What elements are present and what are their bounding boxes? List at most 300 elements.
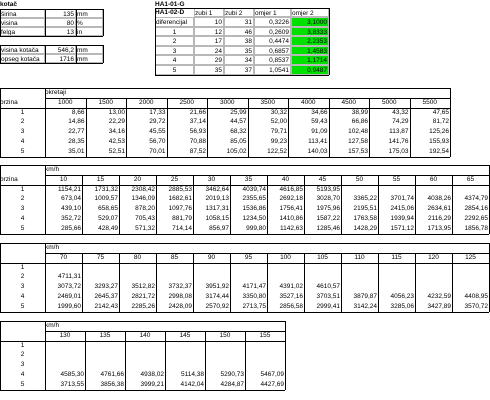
- kmh2-gear-label[interactable]: 4: [20, 293, 25, 300]
- kmh1-value[interactable]: 1713,95: [427, 224, 451, 232]
- kmh2-value[interactable]: [415, 282, 452, 292]
- kmh2-value[interactable]: 1999,60: [57, 302, 81, 310]
- kmh1-value[interactable]: 2854,16: [464, 205, 488, 213]
- kmh3-col-header[interactable]: 155: [259, 331, 271, 339]
- kmh1-col-header[interactable]: 35: [244, 175, 253, 183]
- kmh2-value[interactable]: 4391,02: [279, 283, 303, 291]
- kmh2-value[interactable]: [304, 263, 341, 273]
- kmh1-col-header[interactable]: 50: [355, 175, 364, 183]
- rpm_table-value[interactable]: 91,09: [311, 128, 328, 136]
- kmh2-value[interactable]: 4711,31: [57, 273, 81, 281]
- kmh1-value[interactable]: 2634,61: [427, 205, 451, 213]
- kmh1-value[interactable]: 1536,86: [242, 205, 266, 213]
- kmh1-row-header[interactable]: brzina: [0, 175, 18, 183]
- kmh2-value[interactable]: [378, 263, 415, 273]
- kmh3-value[interactable]: [125, 360, 165, 370]
- kmh3-value[interactable]: 3713,55: [60, 380, 84, 388]
- kmh3-value[interactable]: [45, 360, 85, 370]
- rpm_table-col-header[interactable]: 5500: [422, 98, 437, 106]
- gear-row-label[interactable]: 4: [155, 55, 194, 65]
- rpm_table-value[interactable]: 155,93: [429, 138, 449, 145]
- rpm_table-gear-label[interactable]: 2: [20, 118, 25, 126]
- rpm_table-value[interactable]: 87,52: [189, 147, 206, 155]
- kmh1-value[interactable]: 1234,50: [242, 215, 266, 222]
- kmh1-gear-label[interactable]: 3: [20, 205, 25, 213]
- kmh1-value[interactable]: 1285,46: [316, 224, 340, 232]
- gear-row-label[interactable]: 1: [155, 27, 194, 37]
- kmh2-value[interactable]: [82, 263, 119, 273]
- kmh2-value[interactable]: 3951,92: [205, 283, 229, 291]
- rpm_table-value[interactable]: 175,03: [388, 147, 409, 155]
- kmh2-value[interactable]: [341, 282, 378, 292]
- kmh1-gear-label[interactable]: 4: [20, 215, 25, 222]
- kmh3-col-header[interactable]: 135: [99, 331, 111, 339]
- kmh3-value[interactable]: [165, 341, 205, 351]
- gear-teeth-1[interactable]: 17: [194, 36, 224, 46]
- param-unit[interactable]: mm: [76, 54, 103, 63]
- kmh3-value[interactable]: 4284,87: [220, 380, 244, 388]
- kmh3-value[interactable]: 4427,69: [260, 380, 284, 388]
- rpm_table-gear-label[interactable]: 4: [20, 138, 25, 145]
- kmh3-value[interactable]: 4585,30: [60, 371, 84, 378]
- kmh1-value[interactable]: 1731,32: [94, 185, 118, 193]
- kmh2-gear-label[interactable]: 1: [20, 263, 25, 271]
- param-label[interactable]: visina kotača: [0, 45, 45, 54]
- kmh2-col-header[interactable]: 110: [354, 253, 365, 261]
- kmh1-value[interactable]: 2292,65: [464, 215, 488, 222]
- rpm_table-value[interactable]: 79,71: [270, 128, 287, 136]
- kmh1-value[interactable]: 285,66: [61, 224, 81, 232]
- rpm_table-value[interactable]: 35,01: [68, 147, 85, 155]
- rpm_table-title[interactable]: okretaji: [45, 89, 66, 96]
- kmh1-gear-label[interactable]: 5: [20, 224, 25, 232]
- params-title[interactable]: kotač: [0, 1, 17, 8]
- param-unit[interactable]: mm: [76, 45, 103, 54]
- param-value[interactable]: 546,2: [45, 45, 76, 54]
- rpm_table-gear-label[interactable]: 5: [20, 147, 25, 155]
- kmh3-value[interactable]: 4142,04: [180, 380, 204, 388]
- gear-row-label[interactable]: 2: [155, 36, 194, 46]
- kmh2-gear-label[interactable]: 2: [20, 273, 25, 281]
- kmh1-value[interactable]: 1682,61: [168, 195, 192, 203]
- kmh3-col-header[interactable]: 150: [219, 331, 231, 339]
- kmh1-col-header[interactable]: 45: [318, 175, 327, 183]
- param-label[interactable]: felga: [0, 27, 45, 36]
- gear-ratio-2[interactable]: 1,1714: [291, 55, 329, 65]
- gear-teeth-2[interactable]: 34: [224, 55, 254, 65]
- kmh2-value[interactable]: [193, 272, 230, 282]
- kmh1-value[interactable]: 2355,65: [242, 195, 266, 203]
- kmh3-gear-label[interactable]: 4: [20, 371, 25, 378]
- kmh2-value[interactable]: 2428,09: [168, 302, 192, 310]
- param-label[interactable]: opseg kotača: [0, 54, 45, 63]
- rpm_table-value[interactable]: 14,86: [68, 118, 85, 126]
- kmh1-value[interactable]: 1587,22: [316, 215, 340, 222]
- gear-ratio-1[interactable]: 0,6857: [254, 46, 291, 56]
- kmh1-value[interactable]: 4616,85: [279, 185, 303, 193]
- kmh1-value[interactable]: 1975,96: [316, 205, 340, 213]
- rpm_table-col-header[interactable]: 1000: [58, 98, 73, 106]
- kmh3-gear-label[interactable]: 5: [20, 380, 25, 388]
- kmh2-col-header[interactable]: 85: [170, 253, 179, 261]
- kmh1-value[interactable]: 571,32: [135, 224, 155, 232]
- kmh1-value[interactable]: 3462,64: [205, 185, 229, 193]
- kmh3-title[interactable]: km/h: [45, 322, 60, 329]
- kmh3-col-header[interactable]: 140: [139, 331, 151, 339]
- kmh2-value[interactable]: 3293,27: [94, 283, 118, 291]
- kmh2-value[interactable]: 3879,87: [353, 293, 377, 300]
- kmh2-value[interactable]: [193, 263, 230, 273]
- kmh2-value[interactable]: 4610,57: [316, 283, 340, 291]
- rpm_table-value[interactable]: 45,55: [149, 128, 166, 136]
- kmh1-value[interactable]: 1763,58: [353, 215, 377, 222]
- kmh2-value[interactable]: 2998,08: [168, 293, 192, 300]
- rpm_table-value[interactable]: 42,53: [108, 138, 125, 145]
- kmh3-value[interactable]: 5290,73: [220, 371, 244, 378]
- kmh1-col-header[interactable]: 60: [429, 175, 438, 183]
- kmh2-value[interactable]: 2469,01: [57, 293, 81, 300]
- kmh2-value[interactable]: [156, 263, 193, 273]
- kmh3-col-header[interactable]: 130: [59, 331, 71, 339]
- rpm_table-value[interactable]: 127,58: [348, 138, 368, 145]
- kmh2-value[interactable]: 4232,59: [427, 293, 451, 300]
- rpm_table-value[interactable]: 81,72: [432, 118, 449, 126]
- rpm_table-value[interactable]: 17,33: [149, 108, 166, 116]
- kmh1-value[interactable]: 856,97: [209, 224, 229, 232]
- rpm_table-value[interactable]: 70,01: [149, 147, 166, 155]
- kmh1-value[interactable]: 4039,74: [242, 185, 266, 193]
- kmh2-value[interactable]: 2713,75: [242, 302, 266, 310]
- kmh1-value[interactable]: 352,72: [61, 215, 81, 222]
- rpm_table-value[interactable]: 74,29: [392, 118, 409, 126]
- kmh2-value[interactable]: [415, 263, 452, 273]
- kmh2-value[interactable]: 3350,80: [242, 293, 266, 300]
- rpm_table-value[interactable]: 122,52: [267, 147, 287, 155]
- kmh1-value[interactable]: 999,80: [246, 224, 266, 232]
- kmh3-value[interactable]: [205, 350, 245, 360]
- kmh1-value[interactable]: 2885,53: [168, 185, 192, 193]
- gear-teeth-1[interactable]: 35: [194, 65, 224, 75]
- gear-teeth-2[interactable]: 37: [224, 65, 254, 75]
- kmh2-value[interactable]: 2142,43: [94, 302, 118, 310]
- kmh1-value[interactable]: 1097,76: [168, 205, 192, 213]
- kmh2-value[interactable]: 3073,72: [57, 283, 81, 291]
- rpm_table-col-header[interactable]: 3500: [260, 98, 275, 106]
- kmh1-value[interactable]: 428,49: [98, 224, 118, 232]
- param-value[interactable]: 135: [45, 9, 76, 18]
- param-label[interactable]: visina: [0, 18, 45, 27]
- kmh1-value[interactable]: 3028,70: [316, 195, 340, 203]
- kmh2-value[interactable]: [304, 272, 341, 282]
- rpm_table-value[interactable]: 125,26: [429, 128, 449, 136]
- gear-model-2[interactable]: HA1-02-D: [155, 9, 185, 16]
- gear-teeth-1[interactable]: 12: [194, 27, 224, 37]
- kmh3-value[interactable]: 4761,66: [100, 371, 124, 378]
- kmh1-value[interactable]: 439,10: [61, 205, 81, 213]
- rpm_table-col-header[interactable]: 2500: [179, 98, 194, 106]
- kmh3-value[interactable]: 5114,38: [180, 371, 204, 378]
- kmh1-value[interactable]: [415, 185, 452, 195]
- kmh2-col-header[interactable]: 125: [465, 253, 476, 261]
- gear-ratio-1[interactable]: 1,0541: [254, 65, 291, 75]
- kmh2-value[interactable]: 3142,24: [353, 302, 377, 310]
- kmh2-value[interactable]: 3174,44: [205, 293, 229, 300]
- rpm_table-value[interactable]: 37,14: [189, 118, 206, 126]
- kmh1-value[interactable]: 1346,09: [131, 195, 155, 203]
- rpm_table-value[interactable]: 192,54: [429, 147, 449, 155]
- kmh2-value[interactable]: [378, 282, 415, 292]
- kmh3-gear-label[interactable]: 1: [20, 341, 25, 349]
- gear-teeth-2[interactable]: 31: [224, 17, 254, 27]
- kmh2-value[interactable]: [452, 263, 489, 273]
- param-value[interactable]: 13: [45, 27, 76, 36]
- rpm_table-value[interactable]: 70,88: [189, 138, 206, 145]
- rpm_table-value[interactable]: 30,32: [270, 108, 287, 116]
- rpm_table-value[interactable]: 34,16: [108, 128, 125, 136]
- kmh3-value[interactable]: [245, 360, 285, 370]
- rpm_table-value[interactable]: 13,00: [108, 108, 125, 116]
- kmh2-col-header[interactable]: 70: [59, 253, 68, 261]
- rpm_table-value[interactable]: 85,05: [230, 138, 247, 145]
- kmh3-col-header[interactable]: 145: [179, 331, 191, 339]
- kmh1-value[interactable]: 1154,21: [57, 185, 81, 193]
- kmh1-col-header[interactable]: 15: [96, 175, 105, 183]
- rpm_table-value[interactable]: 29,72: [149, 118, 166, 126]
- kmh3-value[interactable]: [205, 341, 245, 351]
- gear-header[interactable]: zubi 2: [224, 8, 254, 17]
- kmh1-value[interactable]: 705,43: [135, 215, 155, 222]
- rpm_table-value[interactable]: 47,65: [432, 108, 449, 116]
- kmh2-value[interactable]: 2856,58: [279, 302, 303, 310]
- kmh2-value[interactable]: 4056,23: [390, 293, 414, 300]
- kmh2-value[interactable]: [156, 272, 193, 282]
- gear-model-1[interactable]: HA1-01-G: [155, 1, 185, 8]
- rpm_table-col-header[interactable]: 2000: [139, 98, 154, 106]
- kmh2-value[interactable]: [267, 263, 304, 273]
- rpm_table-value[interactable]: 22,29: [108, 118, 125, 126]
- gear-ratio-2[interactable]: 2,2353: [291, 36, 329, 46]
- kmh2-gear-label[interactable]: 3: [20, 283, 25, 291]
- kmh2-gear-label[interactable]: 5: [20, 302, 25, 310]
- kmh3-value[interactable]: [205, 360, 245, 370]
- rpm_table-value[interactable]: 68,32: [230, 128, 247, 136]
- kmh2-col-header[interactable]: 95: [244, 253, 253, 261]
- rpm_table-col-header[interactable]: 1500: [98, 98, 113, 106]
- kmh1-col-header[interactable]: 25: [170, 175, 179, 183]
- kmh1-value[interactable]: 878,20: [135, 205, 155, 213]
- gear-ratio-1[interactable]: 0,4474: [254, 36, 291, 46]
- gear-ratio-2[interactable]: 1,4583: [291, 46, 329, 56]
- kmh1-value[interactable]: 1058,15: [205, 215, 229, 222]
- kmh1-value[interactable]: 1756,41: [279, 205, 303, 213]
- kmh2-value[interactable]: 3703,51: [316, 293, 340, 300]
- kmh2-title[interactable]: km/h: [45, 244, 60, 251]
- kmh2-value[interactable]: [119, 263, 156, 273]
- kmh2-col-header[interactable]: 75: [96, 253, 105, 261]
- kmh1-col-header[interactable]: 55: [392, 175, 401, 183]
- rpm_table-col-header[interactable]: 3000: [220, 98, 235, 106]
- param-label[interactable]: širina: [0, 9, 45, 18]
- rpm_table-value[interactable]: 22,77: [68, 128, 85, 136]
- kmh3-gear-label[interactable]: 2: [20, 351, 25, 359]
- rpm_table-value[interactable]: 66,86: [351, 118, 368, 126]
- rpm_table-value[interactable]: 113,41: [308, 138, 328, 145]
- rpm_table-value[interactable]: 52,00: [270, 118, 287, 126]
- gear-ratio-1[interactable]: 0,2609: [254, 27, 291, 37]
- gear-header[interactable]: zubi 1: [194, 8, 224, 17]
- kmh1-value[interactable]: 2019,13: [205, 195, 229, 203]
- kmh1-gear-label[interactable]: 1: [20, 185, 25, 193]
- rpm_table-value[interactable]: 56,70: [149, 138, 166, 145]
- kmh1-value[interactable]: [378, 185, 415, 195]
- kmh2-value[interactable]: 3732,37: [168, 283, 192, 291]
- kmh2-value[interactable]: 2999,41: [316, 302, 340, 310]
- kmh1-col-header[interactable]: 20: [133, 175, 142, 183]
- rpm_table-value[interactable]: 99,23: [270, 138, 287, 145]
- gear-header[interactable]: omjer 1: [254, 8, 291, 17]
- kmh1-value[interactable]: 5193,95: [316, 185, 340, 193]
- param-unit[interactable]: in: [76, 27, 103, 36]
- gear-ratio-2[interactable]: 3,8333: [291, 27, 329, 37]
- gear-ratio-2[interactable]: 0,9487: [291, 65, 329, 75]
- kmh2-value[interactable]: 3427,89: [427, 302, 451, 310]
- kmh2-value[interactable]: 3512,82: [131, 283, 155, 291]
- kmh2-value[interactable]: [341, 272, 378, 282]
- kmh2-col-header[interactable]: 100: [280, 253, 291, 261]
- kmh1-value[interactable]: 2116,29: [427, 215, 451, 222]
- kmh1-col-header[interactable]: 65: [466, 175, 475, 183]
- kmh1-value[interactable]: 2692,18: [279, 195, 303, 203]
- gear-teeth-1[interactable]: 29: [194, 55, 224, 65]
- kmh1-value[interactable]: 2195,51: [353, 205, 377, 213]
- gear-teeth-1[interactable]: 10: [194, 17, 224, 27]
- kmh1-value[interactable]: [341, 185, 378, 195]
- gear-row-label[interactable]: diferencijal: [155, 17, 194, 27]
- kmh2-col-header[interactable]: 105: [317, 253, 328, 261]
- param-value[interactable]: 1716: [45, 54, 76, 63]
- kmh2-value[interactable]: [82, 272, 119, 282]
- gear-teeth-2[interactable]: 35: [224, 46, 254, 56]
- kmh3-gear-label[interactable]: 3: [20, 361, 25, 369]
- kmh3-value[interactable]: 5467,09: [260, 371, 284, 378]
- kmh3-value[interactable]: [165, 360, 205, 370]
- kmh2-value[interactable]: [341, 263, 378, 273]
- kmh1-value[interactable]: 658,65: [98, 205, 118, 213]
- kmh2-value[interactable]: 3527,16: [279, 293, 303, 300]
- rpm_table-value[interactable]: 141,76: [388, 138, 409, 145]
- kmh2-value[interactable]: 3570,72: [464, 302, 488, 310]
- kmh3-value[interactable]: [45, 341, 85, 351]
- kmh2-value[interactable]: [452, 282, 489, 292]
- kmh1-value[interactable]: 714,14: [172, 224, 192, 232]
- rpm_table-gear-label[interactable]: 3: [20, 128, 25, 136]
- kmh1-value[interactable]: 673,04: [61, 195, 81, 203]
- gear-header[interactable]: omjer 2: [291, 8, 329, 17]
- kmh2-col-header[interactable]: 90: [207, 253, 216, 261]
- rpm_table-value[interactable]: 105,02: [226, 147, 247, 155]
- kmh1-value[interactable]: 1428,29: [353, 224, 377, 232]
- rpm_table-value[interactable]: 59,43: [311, 118, 328, 126]
- kmh2-value[interactable]: [45, 263, 82, 273]
- kmh2-col-header[interactable]: 80: [133, 253, 142, 261]
- kmh3-value[interactable]: [45, 350, 85, 360]
- kmh1-value[interactable]: 881,79: [172, 215, 192, 222]
- rpm_table-value[interactable]: 43,32: [392, 108, 409, 116]
- kmh3-value[interactable]: [85, 360, 125, 370]
- rpm_table-value[interactable]: 140,03: [307, 147, 328, 155]
- gear-row-label[interactable]: 5: [155, 65, 194, 75]
- rpm_table-value[interactable]: 113,87: [389, 128, 409, 136]
- kmh1-value[interactable]: 3701,74: [390, 195, 414, 203]
- kmh1-value[interactable]: 4038,26: [427, 195, 451, 203]
- param-value[interactable]: 80: [45, 18, 76, 27]
- kmh3-value[interactable]: [85, 350, 125, 360]
- kmh3-value[interactable]: [165, 350, 205, 360]
- kmh1-value[interactable]: 1571,12: [390, 224, 414, 232]
- rpm_table-value[interactable]: 56,93: [189, 128, 206, 136]
- kmh3-value[interactable]: [85, 341, 125, 351]
- kmh1-col-header[interactable]: 10: [59, 175, 68, 183]
- gear-ratio-2[interactable]: 3,1000: [291, 17, 329, 27]
- kmh2-value[interactable]: 2285,26: [131, 302, 155, 310]
- kmh1-value[interactable]: 1317,31: [205, 205, 229, 213]
- kmh2-value[interactable]: [230, 272, 267, 282]
- kmh2-value[interactable]: 2821,72: [131, 293, 155, 300]
- param-unit[interactable]: mm: [76, 9, 103, 18]
- kmh1-value[interactable]: 2308,42: [131, 185, 155, 193]
- kmh2-value[interactable]: 2570,92: [205, 302, 229, 310]
- rpm_table-value[interactable]: 157,53: [348, 147, 368, 155]
- rpm_table-value[interactable]: 8,66: [71, 108, 85, 116]
- rpm_table-col-header[interactable]: 5000: [382, 98, 397, 106]
- kmh2-value[interactable]: 4171,47: [242, 283, 266, 291]
- kmh1-value[interactable]: 4374,79: [464, 195, 488, 203]
- kmh1-gear-label[interactable]: 2: [20, 195, 25, 203]
- kmh1-value[interactable]: 1009,57: [94, 195, 118, 203]
- rpm_table-value[interactable]: 38,99: [351, 108, 368, 116]
- rpm_table-value[interactable]: 21,66: [189, 108, 206, 116]
- kmh2-value[interactable]: 4408,95: [464, 293, 488, 300]
- kmh1-value[interactable]: 1410,86: [279, 215, 303, 222]
- kmh2-col-header[interactable]: 115: [391, 253, 402, 261]
- kmh1-value[interactable]: 3365,22: [353, 195, 377, 203]
- rpm_table-value[interactable]: 102,48: [348, 128, 368, 136]
- param-unit[interactable]: %: [76, 18, 103, 27]
- kmh2-value[interactable]: [230, 263, 267, 273]
- gear-row-label[interactable]: 3: [155, 46, 194, 56]
- kmh1-value[interactable]: 1856,78: [464, 224, 488, 232]
- gear-ratio-1[interactable]: 0,8537: [254, 55, 291, 65]
- gear-teeth-2[interactable]: 38: [224, 36, 254, 46]
- rpm_table-value[interactable]: 34,66: [311, 108, 328, 116]
- gear-ratio-1[interactable]: 0,3226: [254, 17, 291, 27]
- kmh3-value[interactable]: 3999,21: [140, 380, 164, 388]
- rpm_table-col-header[interactable]: 4500: [341, 98, 356, 106]
- kmh1-value[interactable]: 529,07: [98, 215, 118, 222]
- kmh2-col-header[interactable]: 120: [428, 253, 439, 261]
- kmh1-title[interactable]: km/h: [45, 166, 60, 173]
- kmh2-value[interactable]: [452, 272, 489, 282]
- kmh1-value[interactable]: 1142,63: [279, 224, 303, 232]
- kmh2-value[interactable]: 3285,06: [390, 302, 414, 310]
- kmh2-value[interactable]: [415, 272, 452, 282]
- kmh3-value[interactable]: 4938,02: [140, 371, 164, 378]
- rpm_table-value[interactable]: 25,99: [230, 108, 247, 116]
- rpm_table-value[interactable]: 44,57: [230, 118, 247, 126]
- rpm_table-value[interactable]: 28,35: [68, 138, 85, 145]
- rpm_table-row-header[interactable]: brzina: [0, 98, 18, 106]
- kmh2-value[interactable]: 2645,37: [94, 293, 118, 300]
